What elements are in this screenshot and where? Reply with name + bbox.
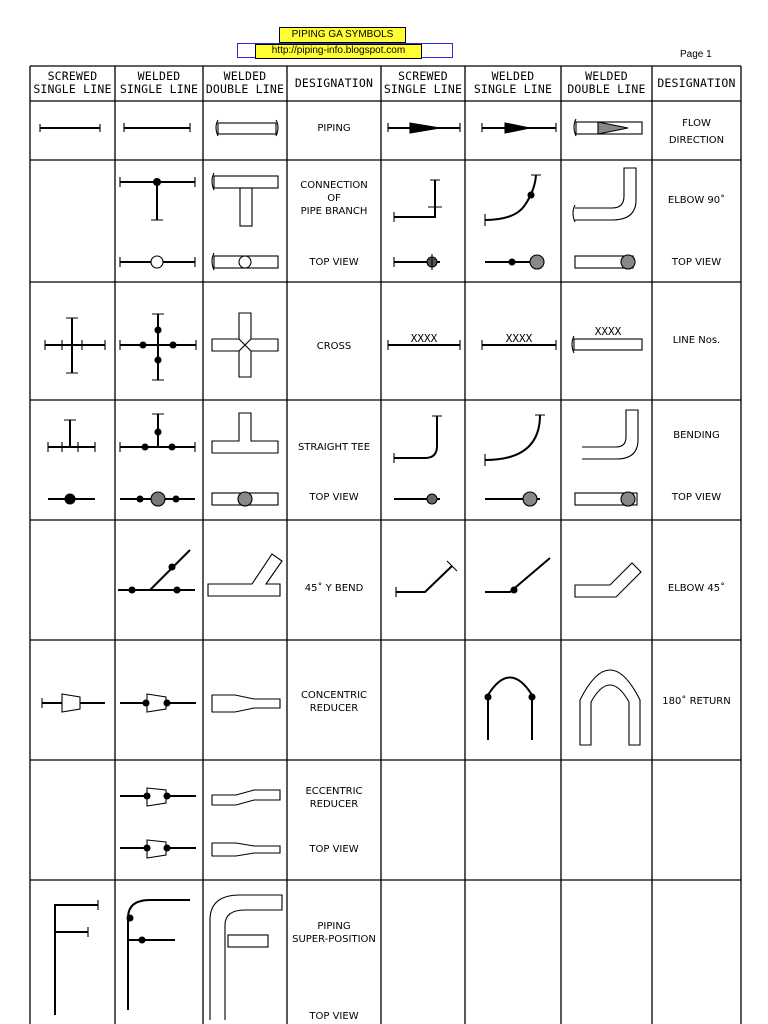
welded-cross-symbol bbox=[120, 314, 196, 380]
screwed-bending-symbol bbox=[394, 416, 442, 463]
double-tee-symbol bbox=[212, 413, 278, 453]
welded-y-bend-symbol bbox=[118, 550, 195, 593]
designation-bending-top-view: TOP VIEW bbox=[671, 492, 722, 503]
double-elbow90-symbol bbox=[573, 168, 636, 222]
designation-elbow90: ELBOW 90˚ bbox=[667, 195, 726, 206]
page-number: Page 1 bbox=[680, 49, 712, 60]
designation-y-bend: 45˚ Y BEND bbox=[304, 583, 364, 594]
welded-eccentric-top-symbol bbox=[120, 840, 196, 858]
screwed-flow-symbol bbox=[388, 123, 460, 133]
welded-piping-symbol bbox=[124, 123, 190, 132]
screwed-cross-symbol bbox=[45, 318, 105, 373]
double-eccentric-symbol bbox=[212, 790, 280, 805]
designation-eccentric-top-view: TOP VIEW bbox=[309, 844, 359, 855]
double-tee-top-symbol bbox=[212, 492, 278, 506]
welded-line-tag: XXXX bbox=[505, 332, 533, 345]
double-branch-symbol bbox=[212, 173, 278, 226]
double-bending-top-symbol bbox=[575, 492, 637, 506]
welded-tee-symbol bbox=[120, 414, 195, 452]
double-branch-top-symbol bbox=[212, 253, 278, 270]
designation-cross: CROSS bbox=[316, 341, 352, 352]
header-designation-right: DESIGNATION bbox=[657, 76, 736, 90]
double-elbow90-top-symbol bbox=[575, 255, 635, 269]
designation-connection-top-view: TOP VIEW bbox=[309, 257, 359, 268]
designation-superposition: PIPING SUPER-POSITION bbox=[292, 921, 376, 945]
designation-elbow45: ELBOW 45˚ bbox=[667, 583, 726, 594]
welded-return-symbol bbox=[485, 678, 535, 741]
screwed-tee-symbol bbox=[48, 420, 95, 452]
welded-elbow45-symbol bbox=[485, 558, 550, 593]
double-eccentric-top-symbol bbox=[212, 843, 280, 856]
double-superposition-symbol bbox=[210, 895, 282, 1020]
screwed-elbow90-symbol bbox=[394, 180, 442, 222]
document-title: PIPING GA SYMBOLS bbox=[279, 27, 406, 43]
screwed-elbow45-symbol bbox=[396, 561, 457, 597]
designation-superposition-top-view: TOP VIEW bbox=[309, 1011, 359, 1022]
double-concentric-symbol bbox=[212, 695, 280, 712]
header-welded-single-left: WELDED SINGLE LINE bbox=[119, 69, 199, 96]
screwed-superposition-symbol bbox=[50, 900, 98, 1015]
double-line-number-symbol bbox=[572, 336, 642, 353]
welded-superposition-symbol bbox=[127, 900, 190, 1010]
designation-connection: CONNECTION OF PIPE BRANCH bbox=[300, 180, 368, 217]
designation-straight-tee: STRAIGHT TEE bbox=[297, 442, 371, 453]
double-bending-symbol bbox=[582, 410, 638, 459]
designation-concentric: CONCENTRIC REDUCER bbox=[300, 690, 368, 714]
screwed-tee-top-symbol bbox=[48, 494, 95, 504]
double-y-bend-symbol bbox=[208, 554, 282, 596]
welded-eccentric-symbol bbox=[120, 788, 196, 806]
designation-flow-direction: FLOW DIRECTION bbox=[668, 118, 725, 146]
welded-flow-symbol bbox=[482, 123, 556, 133]
designation-line-nos: LINE Nos. bbox=[672, 335, 721, 346]
screwed-bending-top-symbol bbox=[394, 494, 440, 504]
screwed-elbow90-top-symbol bbox=[394, 254, 440, 270]
double-elbow45-symbol bbox=[575, 563, 641, 597]
source-url[interactable]: http://piping-info.blogspot.com bbox=[255, 44, 422, 59]
welded-bending-symbol bbox=[485, 415, 545, 466]
double-line-tag: XXXX bbox=[594, 325, 622, 338]
header-welded-double-left: WELDED DOUBLE LINE bbox=[205, 69, 285, 96]
designation-bending: BENDING bbox=[673, 430, 720, 441]
header-screwed-right: SCREWED SINGLE LINE bbox=[383, 69, 463, 96]
double-piping-symbol bbox=[216, 120, 278, 136]
header-welded-single-right: WELDED SINGLE LINE bbox=[473, 69, 553, 96]
header-designation-left: DESIGNATION bbox=[294, 76, 374, 90]
screwed-piping-symbol bbox=[40, 124, 100, 132]
double-flow-symbol bbox=[574, 119, 642, 136]
designation-180-return: 180˚ RETURN bbox=[662, 696, 731, 707]
welded-branch-symbol bbox=[120, 177, 195, 220]
welded-elbow90-top-symbol bbox=[485, 255, 544, 269]
screwed-concentric-symbol bbox=[42, 694, 105, 712]
double-cross-symbol bbox=[212, 313, 278, 377]
designation-piping: PIPING bbox=[317, 123, 351, 134]
header-welded-double-right: WELDED DOUBLE LINE bbox=[567, 69, 646, 96]
double-return-symbol bbox=[580, 670, 640, 745]
welded-tee-top-symbol bbox=[120, 492, 195, 506]
header-screwed-left: SCREWED SINGLE LINE bbox=[33, 69, 112, 96]
welded-branch-top-symbol bbox=[120, 256, 195, 268]
welded-bending-top-symbol bbox=[485, 492, 540, 506]
designation-elbow90-top-view: TOP VIEW bbox=[671, 257, 722, 268]
designation-tee-top-view: TOP VIEW bbox=[309, 492, 359, 503]
designation-eccentric: ECCENTRIC REDUCER bbox=[305, 786, 363, 810]
welded-elbow90-symbol bbox=[485, 175, 541, 226]
welded-concentric-symbol bbox=[120, 694, 196, 712]
screwed-line-tag: XXXX bbox=[410, 332, 438, 345]
